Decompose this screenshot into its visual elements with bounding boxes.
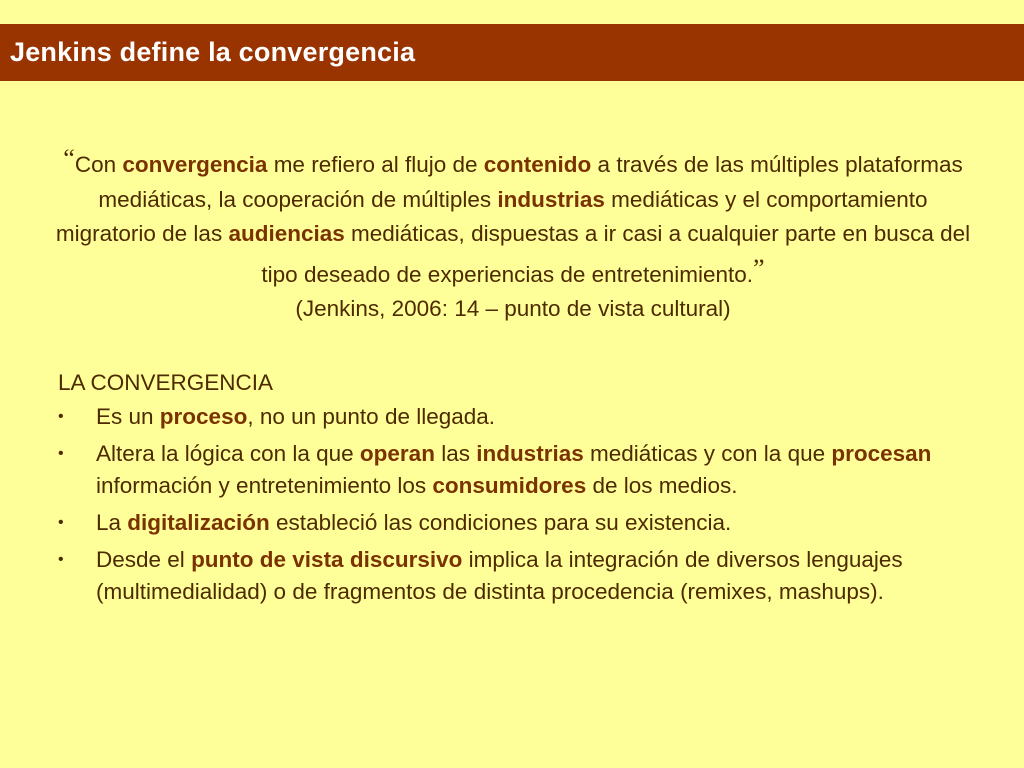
item-bold: proceso [159,404,248,429]
quote-segment: a través de las múltiples plataformas mediáticas, la cooperación de múltiples [98,152,963,212]
bullet-icon: • [58,445,64,462]
quote-bold-industrias: industrias [497,186,605,212]
item-text: Es un [96,404,160,429]
quote-segment: mediáticas y el comportamiento migratorio de las [55,186,928,246]
quote-citation: (Jenkins, 2006: 14 – punto de vista cultural) [295,296,731,321]
quote-bold-contenido: contenido [483,152,592,177]
jenkins-quote [50,142,976,327]
item-bold: punto de vista discursivo [191,547,463,572]
title-bar [0,24,1024,81]
list-item [58,544,978,608]
quote-segment: me refiero al flujo de [267,152,484,177]
item-text: mediáticas y con la que [583,441,832,466]
bullet-icon: • [58,514,64,531]
item-bold: digitalización [127,510,270,535]
quote-segment: Con [74,152,123,177]
item-text: La [96,510,128,535]
item-text: implica la integración de diversos lenguajes (multimedialidad) o de fragmentos de distinta procedencia (remixes, mashups). [96,547,903,604]
item-text: estableció las condiciones para su existencia. [269,510,732,535]
list-item [58,438,978,502]
bullet-icon: • [58,408,64,425]
bullet-icon: • [58,551,64,568]
item-text: información y entretenimiento los [96,473,433,498]
list-item [58,507,978,539]
open-quote-mark: “ [63,144,75,173]
quote-text [56,152,970,287]
section-heading: LA CONVERGENCIA [58,370,274,395]
quote-bold-convergencia: convergencia [122,152,268,177]
item-text: Desde el [96,547,192,572]
close-quote-mark: ” [753,253,765,283]
item-text: Altera la lógica con la que [96,441,360,466]
quote-bold-audiencias: audiencias [228,221,345,246]
quote-segment: mediáticas, dispuestas a ir casi a cualquier parte en busca del tipo deseado de experiencias de entretenimiento. [261,221,971,287]
item-text: de los medios. [586,473,738,498]
list-item [58,401,978,433]
item-text: las [434,441,477,466]
item-bold: consumidores [432,473,587,498]
item-bold: procesan [831,441,932,466]
item-bold: industrias [476,441,584,466]
bullet-list [58,401,978,608]
item-text: , no un punto de llegada. [247,404,496,429]
convergence-section [58,367,978,613]
slide-title: Jenkins define la convergencia [10,37,416,67]
item-bold: operan [359,441,435,466]
